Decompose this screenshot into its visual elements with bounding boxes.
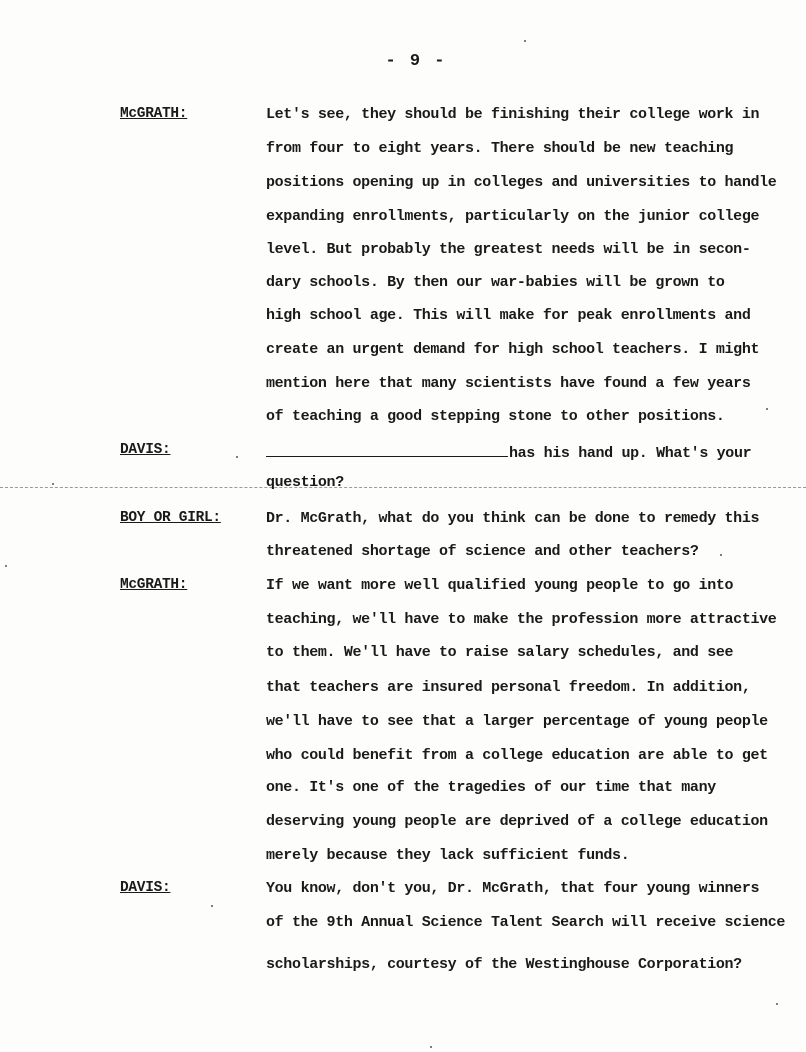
dialogue-line: to them. We'll have to raise salary schedules, and see: [266, 644, 734, 661]
name-blank-line: [266, 442, 508, 457]
dialogue-line: positions opening up in colleges and universities to handle: [266, 174, 777, 191]
dialogue-line: If we want more well qualified young people to go into: [266, 577, 734, 594]
page-number: - 9 -: [385, 52, 447, 71]
dialogue-line: high school age. This will make for peak enrollments and: [266, 307, 751, 324]
scan-speck: [720, 554, 722, 556]
dialogue-line: teaching, we'll have to make the profession more attractive: [266, 611, 777, 628]
speaker-label: McGRATH:: [120, 106, 188, 122]
dialogue-line: that teachers are insured personal freedom. In addition,: [266, 679, 751, 696]
speaker-label: BOY OR GIRL:: [120, 510, 221, 526]
dialogue-line: we'll have to see that a larger percentage of young people: [266, 713, 768, 730]
dialogue-line: of teaching a good stepping stone to other positions.: [266, 408, 725, 425]
dialogue-line: create an urgent demand for high school teachers. I might: [266, 341, 760, 358]
dialogue-line: mention here that many scientists have found a few years: [266, 375, 751, 392]
dialogue-line: Let's see, they should be finishing their college work in: [266, 106, 760, 123]
scan-speck: [52, 483, 54, 485]
dialogue-line: threatened shortage of science and other teachers?: [266, 543, 699, 560]
dialogue-line: one. It's one of the tragedies of our time that many: [266, 779, 716, 796]
dialogue-line: who could benefit from a college education are able to get: [266, 747, 768, 764]
scan-speck: [766, 408, 768, 410]
scan-speck: [211, 905, 213, 907]
dialogue-line: expanding enrollments, particularly on the junior college: [266, 208, 760, 225]
dialogue-line: level. But probably the greatest needs will be in secon-: [266, 241, 751, 258]
scan-speck: [5, 565, 7, 567]
dialogue-line: You know, don't you, Dr. McGrath, that four young winners: [266, 880, 760, 897]
dialogue-line: Dr. McGrath, what do you think can be done to remedy this: [266, 510, 760, 527]
speaker-label: DAVIS:: [120, 880, 171, 896]
speaker-label: DAVIS:: [120, 442, 171, 458]
dialogue-line: scholarships, courtesy of the Westinghouse Corporation?: [266, 956, 742, 973]
scan-speck: [430, 1046, 432, 1048]
dialogue-line: of the 9th Annual Science Talent Search will receive science: [266, 914, 786, 931]
scan-speck: [236, 456, 238, 458]
dialogue-line: question?: [266, 474, 344, 491]
scan-speck: [776, 1003, 778, 1005]
dialogue-line: merely because they lack sufficient funds.: [266, 847, 630, 864]
dialogue-line: from four to eight years. There should be new teaching: [266, 140, 734, 157]
dialogue-line: deserving young people are deprived of a college education: [266, 813, 768, 830]
dialogue-line: [266, 442, 751, 462]
dialogue-line-text: has his hand up. What's your: [509, 445, 752, 462]
scan-speck: [524, 40, 526, 42]
dialogue-line: dary schools. By then our war-babies will be grown to: [266, 274, 725, 291]
speaker-label: McGRATH:: [120, 577, 188, 593]
page-fold-line: [0, 487, 806, 488]
